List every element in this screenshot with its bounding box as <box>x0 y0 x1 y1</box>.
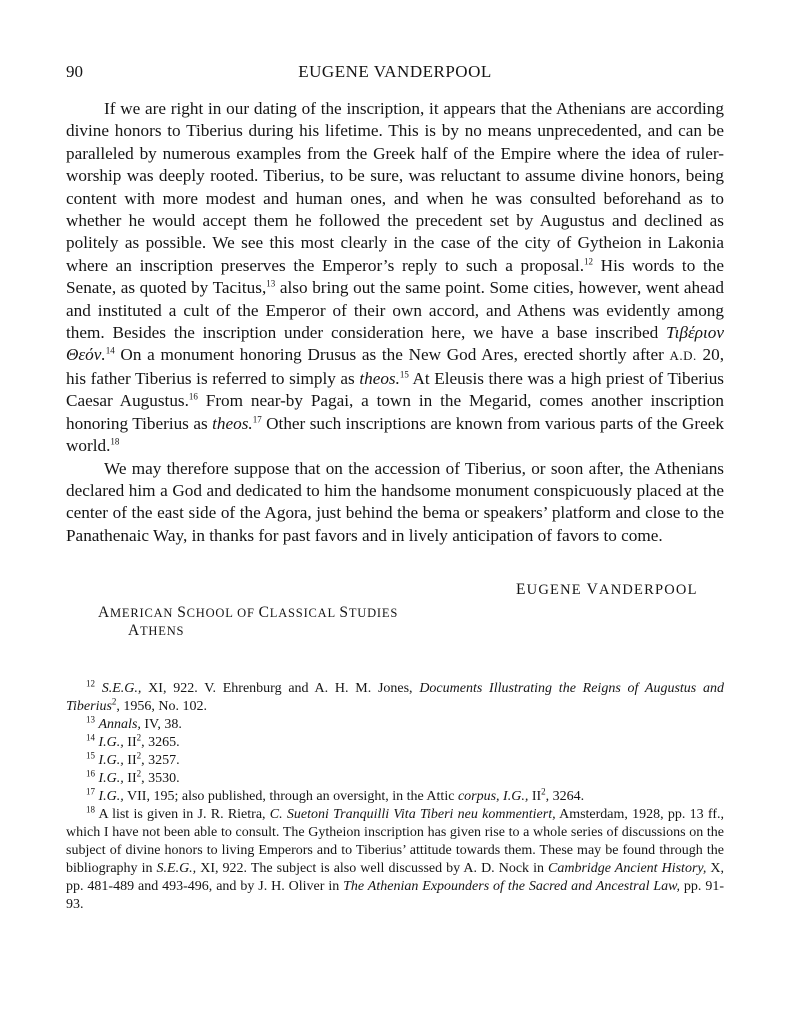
text-run: If we are right in our dating of the inscription, it appears that the Athenians are according divine honors to Tiberius during his lifetime. This is by no means unprecedented, and can be paralleled by numerous examples from the Greek half of the Empire where the idea of ruler-worship was deeply rooted. Tiberius, to be sure, was reluctant to assume divine honors, being content with more modest and human ones, and when he was consulted beforehand as to whether he would accept them he followed the precedent set by Augustus and declined as politely as possible. We see this most clearly in the case of the city of Gytheion in Lakonia where an inscription preserves the Emperor’s reply to such a proposal. <box>66 99 724 275</box>
citation-title: corpus, I.G., <box>457 789 529 804</box>
footnote-text: A list is given in J. R. Rietra, <box>98 807 270 822</box>
initial: V <box>586 581 600 598</box>
footnote-number: 17 <box>86 786 95 797</box>
edition-sup: 2 <box>136 732 142 743</box>
footnote-ref-14: 14 <box>105 345 115 356</box>
initial: A <box>128 622 140 639</box>
footnote-text: II <box>123 753 137 768</box>
smallcaps: THENS <box>140 624 185 638</box>
smallcaps: LASSICAL <box>269 606 336 620</box>
initial: S <box>339 604 349 621</box>
theos-term: theos. <box>359 368 400 388</box>
footnote-14 <box>66 734 724 752</box>
page-number: 90 <box>66 62 83 81</box>
edition-sup: 2 <box>136 750 142 761</box>
footnote-ref-16: 16 <box>188 391 198 402</box>
footnote-text: XI, 922. V. Ehrenburg and A. H. M. Jones, <box>141 681 420 696</box>
initial: E <box>516 581 527 598</box>
text-run: On a monument honoring Drusus as the New God Ares, erected shortly after <box>114 345 670 365</box>
footnote-ref-15: 15 <box>399 369 409 380</box>
smallcaps: UGENE <box>526 582 582 598</box>
footnotes <box>66 680 724 914</box>
footnote-text: X, pp. 481-489 and 493-496, and by J. H. Oliver in <box>66 861 724 894</box>
affiliation-line-1 <box>98 606 398 620</box>
citation-title: Documents Illustrating the Reigns of Augustus and Tiberius <box>66 681 724 714</box>
text-run: Other such inscriptions are known from various parts of the Greek world. <box>66 413 724 456</box>
footnote-text: , 3530. <box>141 771 180 786</box>
footnote-text: , 3264. <box>545 789 585 804</box>
footnote-text: XI, 922. The subject is also well discussed by A. D. Nock in <box>196 861 549 876</box>
footnote-number: 18 <box>86 804 95 815</box>
text-run: 20, his father Tiberius is referred to simply as <box>66 345 725 388</box>
edition-sup: 2 <box>136 768 142 779</box>
theos-term: theos. <box>212 413 253 433</box>
page-header <box>66 62 724 84</box>
footnote-text: VII, 195; also published, through an oversight, in the Attic <box>123 789 458 804</box>
author-affiliation <box>98 604 398 640</box>
footnote-ref-17: 17 <box>252 413 262 424</box>
citation-title: I.G., <box>98 735 124 750</box>
running-head: EUGENE VANDERPOOL <box>298 62 492 81</box>
text-run: At Eleusis there was a high priest of Tiberius Caesar Augustus. <box>66 368 724 411</box>
footnote-text: II <box>528 789 542 804</box>
footnote-16 <box>66 770 724 788</box>
author-signature <box>516 581 698 599</box>
footnote-number: 12 <box>86 678 95 689</box>
smallcaps: CHOOL OF <box>186 606 255 620</box>
initial: S <box>177 604 187 621</box>
citation-title: S.E.G., <box>101 681 142 696</box>
citation-title: I.G., <box>98 771 124 786</box>
edition-sup: 2 <box>111 696 117 707</box>
text-run: From near-by Pagai, a town in the Megarid, comes another inscription honoring Tiberius as <box>66 391 724 433</box>
footnote-text: , 3265. <box>141 735 180 750</box>
paragraph-2: We may therefore suppose that on the accession of Tiberius, or soon after, the Athenians declared him a God and dedicated to him the handsome monument conspicuously placed at the center of the east side of the Agora, just behind the bema or speakers’ platform and close to the Panathenaic Way, in thanks for past favors and in lively anticipation of favors to come. <box>66 458 724 545</box>
footnote-text: IV, 38. <box>140 717 182 732</box>
citation-title: I.G., <box>98 753 124 768</box>
citation-title: I.G., <box>98 789 124 804</box>
citation-title: C. Suetoni Tranquilli Vita Tiberi neu kommentiert, <box>269 807 556 822</box>
footnote-number: 13 <box>86 714 95 725</box>
citation-title: S.E.G., <box>156 861 197 876</box>
footnote-12 <box>66 680 724 716</box>
smallcaps: MERICAN <box>110 606 174 620</box>
footnote-number: 16 <box>86 768 95 779</box>
paragraph-1 <box>66 98 724 458</box>
affiliation-line-2 <box>98 622 398 640</box>
footnote-text: , 1956, No. 102. <box>116 699 208 714</box>
footnote-text: II <box>123 771 137 786</box>
edition-sup: 2 <box>541 786 546 797</box>
text-run: His words to the Senate, as quoted by Tacitus, <box>66 255 724 298</box>
footnote-number: 14 <box>86 732 95 743</box>
footnote-text: , 3257. <box>141 753 180 768</box>
initial: C <box>258 604 270 621</box>
footnote-13 <box>66 716 724 734</box>
footnote-ref-13: 13 <box>266 278 276 289</box>
citation-title: Annals, <box>98 717 141 732</box>
footnote-15 <box>66 752 724 770</box>
footnote-ref-12: 12 <box>584 256 593 267</box>
footnote-17 <box>66 788 724 806</box>
smallcaps: TUDIES <box>348 606 399 620</box>
citation-title: Cambridge Ancient History, <box>548 861 707 876</box>
footnote-number: 15 <box>86 750 95 761</box>
anno-domini: A.D. <box>669 348 697 364</box>
footnote-ref-18: 18 <box>110 436 120 447</box>
footnote-text: II <box>123 735 137 750</box>
initial: A <box>98 604 110 621</box>
text-run: also bring out the same point. Some cities, however, went ahead and instituted a cult of the Emperor of their own accord, and Athens was evidently among them. Besides the inscription under consideration here, we have a base inscribed <box>66 278 724 343</box>
citation-title: The Athenian Expounders of the Sacred and Ancestral Law, <box>343 879 680 894</box>
article-body <box>66 98 724 547</box>
footnote-18 <box>66 806 724 914</box>
greek-inscription: Τιβέριον Θεόν. <box>66 323 724 365</box>
smallcaps: ANDERPOOL <box>599 582 698 598</box>
footnote-text: Amsterdam, 1928, pp. 13 ff., which I have not been able to consult. The Gytheion inscription has given rise to a whole series of discussions on the subject of divine honors to living Emperors and to Tiberius’ attitude towards them. These may be found through the bibliography in <box>66 807 724 876</box>
footnote-text: pp. 91-93. <box>66 879 724 912</box>
